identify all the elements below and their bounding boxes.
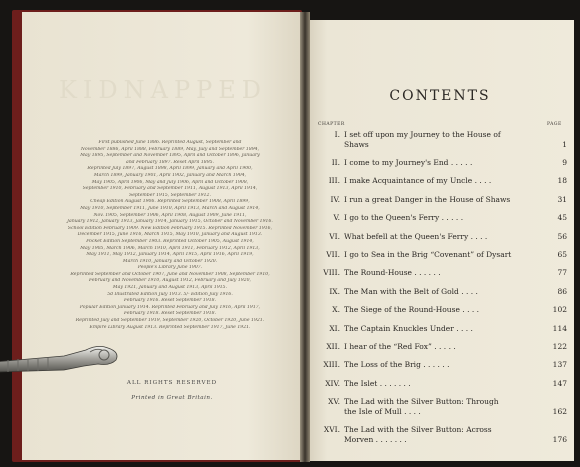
publication-history-line: December 1915, June 1916, March 1915, May 1910, January and August 1913.	[77, 232, 263, 238]
publication-history-line: May 1921, January and August 1913, April 1915.	[112, 285, 228, 291]
publication-history-line: May 1911, May 1912, January 1914, April 1915, April 1916, April 1919,	[86, 252, 254, 258]
chapter-title: The Siege of the Round-House . . . .	[344, 305, 479, 315]
chapter-title: The Lad with the Silver Button: Through	[344, 397, 499, 407]
publication-history-line: Pocket Edition September 1903. Reprinted October 1905, August 1914,	[86, 238, 254, 244]
publication-history-line: May 1905, April 1906, May and July 1906, April and October 1908,	[91, 179, 249, 185]
publication-history-line: February and November 1910, August 1912, February and July 1920,	[89, 278, 251, 284]
chapter-page-number: 122	[552, 342, 567, 351]
publication-history-line: People's Library June 1907.	[137, 265, 203, 271]
chapter-title: I make Acquaintance of my Uncle . . . .	[344, 176, 492, 186]
publication-history-line: November 1886, April 1888, February 1889, May, July and September 1894,	[80, 146, 260, 152]
chapter-title: The Captain Knuckles Under . . . .	[344, 323, 473, 333]
chapter-title: I go to Sea in the Brig “Covenant” of Dysart	[344, 250, 512, 259]
chapter-number: V.	[333, 213, 340, 223]
chapter-title-continued: Morven . . . . . . .	[344, 435, 407, 445]
publication-history-line: May 1910, September 1911, June 1910, April 1913, March and August 1914,	[80, 205, 260, 211]
chapter-title: I run a great Danger in the House of Shaws	[344, 194, 511, 204]
contents-row	[308, 425, 570, 445]
chapter-column-header: CHAPTER	[318, 122, 345, 127]
chapter-number: I.	[334, 130, 340, 139]
chapter-title: I come to my Journey's End . . . . .	[344, 158, 473, 167]
contents-row	[308, 195, 570, 205]
chapter-number: XIII.	[323, 360, 340, 370]
publication-history-line: First published June 1886. Reprinted August, September and	[98, 140, 242, 145]
show-through-title: KIDNAPPED	[58, 76, 268, 104]
chapter-title: The Round-House . . . . . .	[344, 268, 441, 278]
chapter-number: XIV.	[325, 378, 340, 388]
publication-history-line: May 1895, September and November 1895, April and October 1896, January	[80, 153, 260, 159]
chapter-title: The Islet . . . . . . .	[344, 378, 411, 388]
contents-row	[308, 232, 570, 242]
chapter-number: III.	[328, 176, 340, 186]
chapter-number: X.	[332, 305, 340, 315]
chapter-title: The Man with the Belt of Gold . . . .	[344, 286, 478, 296]
contents-row	[308, 342, 570, 352]
publication-history-line: September 1910, February and September 1911, August 1913, April 1914,	[82, 186, 258, 192]
contents-row	[308, 213, 570, 223]
chapter-page-number: 147	[552, 378, 567, 388]
chapter-page-number: 114	[552, 323, 567, 333]
contents-row	[308, 158, 570, 168]
chapter-page-number: 45	[557, 213, 567, 223]
chapter-number: IX.	[329, 286, 340, 296]
chapter-page-number: 137	[552, 360, 567, 370]
publication-history	[48, 140, 292, 331]
publication-history-line: Reprinted July 1897, August 1898, April 1899, January and April 1900,	[87, 166, 253, 172]
chapter-title: The Lad with the Silver Button: Across	[344, 425, 492, 435]
chapter-number: XVI.	[323, 425, 340, 435]
chapter-page-number: 86	[557, 286, 567, 296]
contents-row	[308, 287, 570, 297]
publication-history-line: May 1905, March 1906, March 1910, April 1911, February 1912, April 1913,	[80, 245, 260, 251]
publication-history-line: School Edition February 1909. New Edition February 1915. Reprinted November 1916,	[67, 225, 273, 231]
chapter-title: I go to the Queen's Ferry . . . . .	[344, 213, 464, 223]
publication-history-line: January 1912, January 1913, January 1914, January 1915, October and November 1916.	[67, 219, 273, 225]
chapter-number: VIII.	[323, 268, 340, 278]
chapter-page-number: 176	[552, 435, 567, 445]
publication-history-line: Popular Edition January 1914. Reprinted February and July 1916, April 1917,	[79, 304, 261, 310]
page-column-header: PAGE	[547, 122, 562, 127]
rights-reserved: ALL RIGHTS RESERVED	[126, 380, 218, 386]
publication-history-line: March 1899, January 1901, April 1902, January and March 1904,	[93, 172, 247, 178]
chapter-title-continued: Shaws	[344, 140, 369, 149]
printed-in: Printed in Great Britain.	[131, 395, 213, 401]
publication-history-line: September 1915, September 1912.	[129, 192, 211, 198]
chapter-title: The Loss of the Brig . . . . . .	[344, 360, 450, 370]
publication-history-line: March 1910, January and October 1920.	[122, 258, 218, 264]
chapter-number: II.	[331, 158, 340, 167]
chapter-title: I hear of the “Red Fox” . . . . .	[344, 342, 456, 351]
publication-history-line: Reprinted July and September 1919, September 1920, October 1920, June 1921.	[75, 318, 265, 324]
chapter-page-number: 56	[557, 231, 567, 241]
publication-history-line: Empire Library August 1913. Reprinted September 1917, June 1921.	[89, 324, 251, 330]
publication-history-line: February 1918. Reset September 1918.	[123, 311, 217, 317]
chapter-page-number: 9	[562, 158, 567, 167]
chapter-page-number: 65	[557, 250, 567, 259]
publication-history-line: Reprinted September and October 1907, June and November 1908, September 1910,	[70, 271, 270, 277]
contents-row	[308, 176, 570, 186]
publication-history-line: Cheap Edition August 1906. Reprinted September 1908, April 1899,	[90, 199, 250, 205]
contents-row	[308, 324, 570, 334]
publication-history-line: Nov. 1905, September 1906, April 1908, August 1909, June 1911,	[93, 212, 247, 218]
contents-row	[308, 268, 570, 278]
silver-bookmark-icon	[0, 340, 126, 374]
publication-history-line: February 1916. Reset September 1918.	[123, 298, 217, 304]
chapter-number: IV.	[330, 194, 340, 204]
chapter-page-number: 162	[552, 407, 567, 417]
chapter-number: VII.	[326, 250, 340, 259]
chapter-page-number: 77	[557, 268, 567, 278]
publication-history-line: and February 1897. Reset April 1895.	[125, 159, 214, 165]
publication-history-line: 5d Illustrated Edition July 1913. 5/- Edition July 1916.	[107, 291, 233, 297]
chapter-page-number: 18	[557, 176, 567, 186]
chapter-number: XII.	[326, 342, 340, 351]
contents-row	[308, 250, 570, 260]
chapter-number: VI.	[329, 231, 340, 241]
chapter-title: I set off upon my Journey to the House of	[344, 130, 501, 139]
contents-row	[308, 379, 570, 389]
chapter-title-continued: the Isle of Mull . . . .	[344, 407, 421, 417]
contents-title: CONTENTS	[389, 88, 491, 104]
contents-row	[308, 305, 570, 315]
chapter-page-number: 1	[562, 140, 567, 149]
contents-row	[308, 360, 570, 370]
chapter-page-number: 31	[557, 194, 567, 204]
chapter-number: XV.	[328, 397, 340, 407]
chapter-number: XI.	[329, 323, 340, 333]
contents-row	[308, 130, 570, 150]
contents-row	[308, 397, 570, 417]
chapter-page-number: 102	[552, 305, 567, 315]
chapter-title: What befell at the Queen's Ferry . . . .	[344, 231, 488, 241]
